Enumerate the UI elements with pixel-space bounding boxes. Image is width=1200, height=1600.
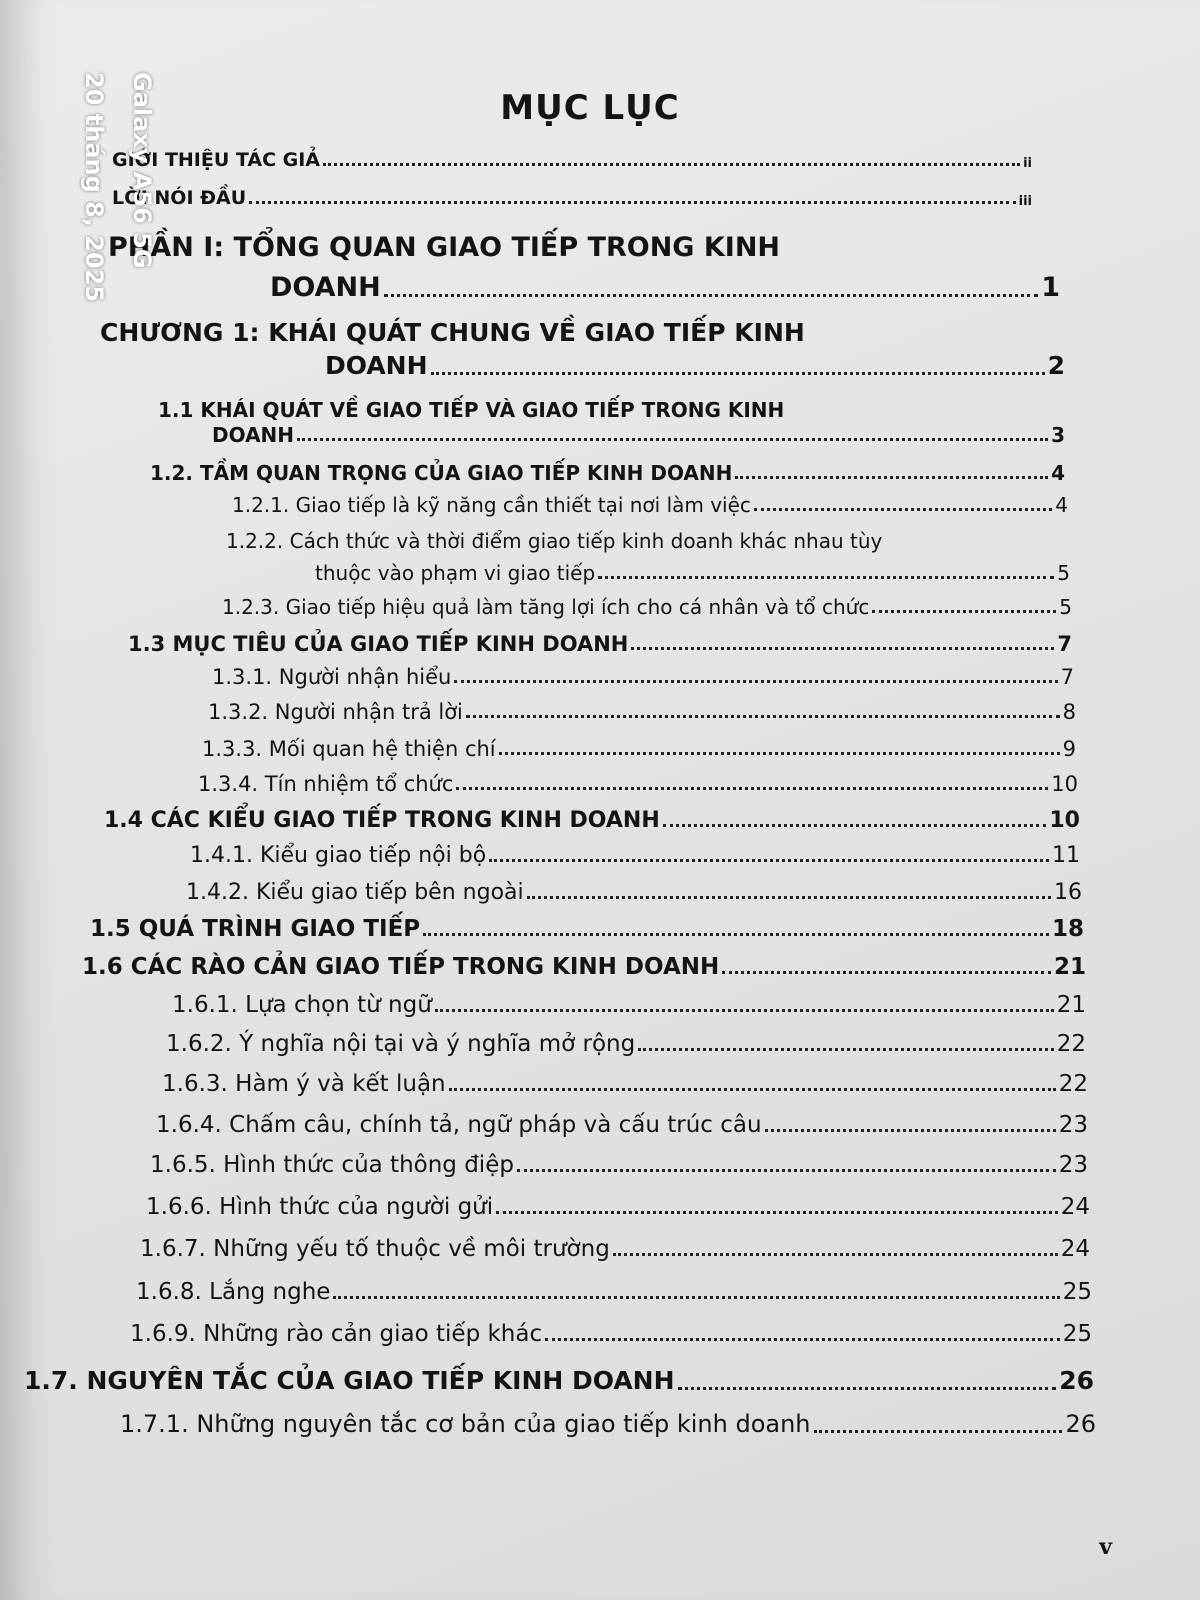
toc-entry bbox=[120, 1411, 1096, 1439]
dot-leader bbox=[435, 1008, 1054, 1012]
dot-leader bbox=[454, 679, 1057, 683]
dot-leader bbox=[431, 371, 1045, 375]
toc-label: 1.6.9. Những rào cản giao tiếp khác bbox=[130, 1321, 543, 1347]
toc-label: 1.2.1. Giao tiếp là kỹ năng cần thiết tại nơi làm việc bbox=[232, 493, 751, 517]
toc-entry bbox=[146, 1194, 1090, 1220]
dot-leader bbox=[678, 1386, 1057, 1390]
toc-page-number: 5 bbox=[1059, 595, 1072, 619]
toc-page-number: 26 bbox=[1065, 1410, 1096, 1438]
toc-page-number: 10 bbox=[1051, 772, 1078, 796]
dot-leader bbox=[297, 437, 1048, 441]
toc-label: LỜI NÓI ĐẦU bbox=[112, 187, 247, 209]
dot-leader bbox=[384, 293, 1038, 297]
toc-label-line: PHẦN I: TỔNG QUAN GIAO TIẾP TRONG KINH bbox=[108, 232, 781, 263]
toc-page-number: 22 bbox=[1058, 1071, 1088, 1097]
dot-leader bbox=[496, 1210, 1058, 1214]
toc-label: 1.3.2. Người nhận trả lời bbox=[208, 700, 463, 724]
toc-page-number: 3 bbox=[1051, 423, 1065, 447]
toc-entry bbox=[212, 665, 1074, 689]
toc-entry bbox=[172, 992, 1086, 1018]
dot-leader bbox=[872, 609, 1056, 613]
dot-leader bbox=[631, 646, 1054, 650]
page-title: MỤC LỤC bbox=[500, 88, 680, 128]
toc-page-number: 16 bbox=[1054, 880, 1082, 905]
toc-label: 1.7. NGUYÊN TẮC CỦA GIAO TIẾP KINH DOANH bbox=[24, 1366, 675, 1395]
toc-label: 1.6.1. Lựa chọn từ ngữ bbox=[172, 992, 432, 1018]
toc-label: 1.6.7. Những yếu tố thuộc về môi trường bbox=[140, 1236, 610, 1262]
dot-leader bbox=[466, 714, 1060, 718]
toc-page-number: 7 bbox=[1057, 632, 1072, 656]
dot-leader bbox=[456, 786, 1048, 790]
toc-page-number: 22 bbox=[1056, 1031, 1086, 1057]
toc-label: DOANH bbox=[270, 272, 381, 303]
dot-leader bbox=[598, 575, 1054, 579]
camera-watermark bbox=[78, 72, 168, 342]
toc-label: 1.6.3. Hàm ý và kết luận bbox=[162, 1071, 446, 1097]
toc-page-number: iii bbox=[1018, 193, 1032, 209]
toc-label: DOANH bbox=[212, 423, 295, 447]
toc-entry bbox=[270, 272, 1060, 303]
toc-page-number: 18 bbox=[1051, 916, 1084, 942]
toc-label: 1.6.6. Hình thức của người gửi bbox=[146, 1194, 494, 1220]
toc-label: 1.3.4. Tín nhiệm tổ chức bbox=[198, 772, 454, 796]
toc-label: 1.6.2. Ý nghĩa nội tại và ý nghĩa mở rộng bbox=[166, 1031, 636, 1057]
toc-entry bbox=[150, 1152, 1088, 1178]
toc-page-number: 7 bbox=[1060, 665, 1074, 689]
toc-label-line: 1.2.2. Cách thức và thời điểm giao tiếp kinh doanh khác nhau tùy bbox=[226, 529, 883, 553]
toc-entry bbox=[24, 1367, 1094, 1396]
toc-entry bbox=[325, 352, 1065, 381]
toc-entry bbox=[315, 562, 1070, 585]
watermark-date: 20 tháng 8, 2025 bbox=[80, 72, 108, 303]
toc-page-number: 23 bbox=[1058, 1112, 1088, 1138]
toc-entry bbox=[190, 843, 1080, 868]
toc-entry bbox=[156, 1112, 1088, 1138]
toc-label: 1.4.2. Kiểu giao tiếp bên ngoài bbox=[186, 880, 524, 905]
toc-page-number: 8 bbox=[1062, 700, 1076, 724]
toc-page-number: 23 bbox=[1058, 1152, 1088, 1178]
toc-page-number: 11 bbox=[1052, 843, 1080, 868]
toc-entry bbox=[112, 188, 1032, 210]
toc-page-number: 5 bbox=[1057, 561, 1070, 585]
toc-page-number: 21 bbox=[1053, 954, 1086, 980]
dot-leader bbox=[814, 1429, 1063, 1433]
toc-entry bbox=[150, 462, 1065, 485]
dot-leader bbox=[423, 932, 1049, 936]
dot-leader bbox=[517, 1168, 1056, 1172]
toc-label: 1.2. TẦM QUAN TRỌNG CỦA GIAO TIẾP KINH DOANH bbox=[150, 461, 733, 485]
toc-label: 1.3.3. Mối quan hệ thiện chí bbox=[202, 737, 496, 761]
dot-leader bbox=[545, 1337, 1060, 1341]
dot-leader bbox=[449, 1087, 1056, 1091]
dot-leader bbox=[527, 895, 1051, 899]
toc-entry bbox=[140, 1236, 1090, 1262]
toc-entry bbox=[104, 808, 1080, 833]
toc-page-number: 4 bbox=[1055, 493, 1068, 517]
toc-label: 1.4 CÁC KIỂU GIAO TIẾP TRONG KINH DOANH bbox=[104, 808, 660, 833]
toc-page-number: 4 bbox=[1051, 461, 1065, 485]
dot-leader bbox=[754, 507, 1052, 511]
dot-leader bbox=[638, 1047, 1054, 1051]
toc-label: 1.4.1. Kiểu giao tiếp nội bộ bbox=[190, 843, 487, 868]
toc-label: 1.6.8. Lắng nghe bbox=[136, 1279, 331, 1305]
dot-leader bbox=[735, 475, 1048, 479]
toc-entry bbox=[212, 424, 1065, 447]
toc-page-number: 24 bbox=[1060, 1194, 1090, 1220]
toc-entry bbox=[162, 1071, 1088, 1097]
toc-entry bbox=[136, 1279, 1092, 1305]
toc-entry bbox=[232, 494, 1068, 517]
toc-label: 1.5 QUÁ TRÌNH GIAO TIẾP bbox=[90, 916, 421, 942]
dot-leader bbox=[663, 823, 1047, 827]
toc-entry bbox=[186, 880, 1082, 905]
dot-leader bbox=[765, 1128, 1056, 1132]
toc-label: 1.7.1. Những nguyên tắc cơ bản của giao tiếp kinh doanh bbox=[120, 1410, 811, 1438]
toc-page-number: 21 bbox=[1056, 992, 1086, 1018]
toc-page-number: 10 bbox=[1049, 808, 1080, 833]
dot-leader bbox=[323, 162, 1020, 166]
dot-leader bbox=[249, 200, 1015, 204]
watermark-device: Galaxy A56 5G bbox=[128, 72, 156, 269]
toc-entry bbox=[130, 1321, 1092, 1347]
toc-page-number: 25 bbox=[1062, 1279, 1092, 1305]
toc-entry bbox=[82, 954, 1086, 980]
toc-label: 1.6.5. Hình thức của thông điệp bbox=[150, 1152, 514, 1178]
toc-entry bbox=[166, 1031, 1086, 1057]
toc-entry bbox=[208, 700, 1076, 724]
toc-page-number: ii bbox=[1023, 155, 1032, 171]
toc-entry bbox=[90, 916, 1084, 942]
page-number: v bbox=[1099, 1534, 1112, 1560]
toc-label-line: CHƯƠNG 1: KHÁI QUÁT CHUNG VỀ GIAO TIẾP KINH bbox=[100, 318, 805, 347]
toc-entry bbox=[222, 596, 1072, 619]
dot-leader bbox=[499, 751, 1060, 755]
toc-page-number: 9 bbox=[1062, 737, 1076, 761]
toc-label-line: 1.1 KHÁI QUÁT VỀ GIAO TIẾP VÀ GIAO TIẾP TRONG KINH bbox=[158, 398, 785, 422]
toc-label: 1.2.3. Giao tiếp hiệu quả làm tăng lợi ích cho cá nhân và tổ chức bbox=[222, 595, 870, 619]
toc-entry bbox=[112, 150, 1032, 172]
toc-page-number: 24 bbox=[1060, 1236, 1090, 1262]
toc-label: thuộc vào phạm vi giao tiếp bbox=[315, 561, 596, 585]
toc-entry bbox=[128, 632, 1072, 656]
toc-label: 1.6 CÁC RÀO CẢN GIAO TIẾP TRONG KINH DOANH bbox=[82, 954, 720, 980]
toc-page-number: 1 bbox=[1041, 272, 1060, 303]
toc-entry bbox=[198, 772, 1078, 796]
toc-page-number: 25 bbox=[1062, 1321, 1092, 1347]
dot-leader bbox=[613, 1252, 1058, 1256]
toc-entry bbox=[202, 737, 1076, 761]
toc-page-number: 26 bbox=[1059, 1366, 1094, 1395]
dot-leader bbox=[333, 1295, 1059, 1299]
toc-label: GIỚI THIỆU TÁC GIẢ bbox=[112, 149, 321, 171]
toc-label: 1.3.1. Người nhận hiểu bbox=[212, 665, 452, 689]
toc-label: 1.6.4. Chấm câu, chính tả, ngữ pháp và cấu trúc câu bbox=[156, 1112, 762, 1138]
toc-label: 1.3 MỤC TIÊU CỦA GIAO TIẾP KINH DOANH bbox=[128, 632, 629, 656]
toc-label: DOANH bbox=[325, 351, 428, 380]
dot-leader bbox=[722, 970, 1051, 974]
dot-leader bbox=[489, 858, 1049, 862]
toc-page-number: 2 bbox=[1047, 351, 1065, 380]
